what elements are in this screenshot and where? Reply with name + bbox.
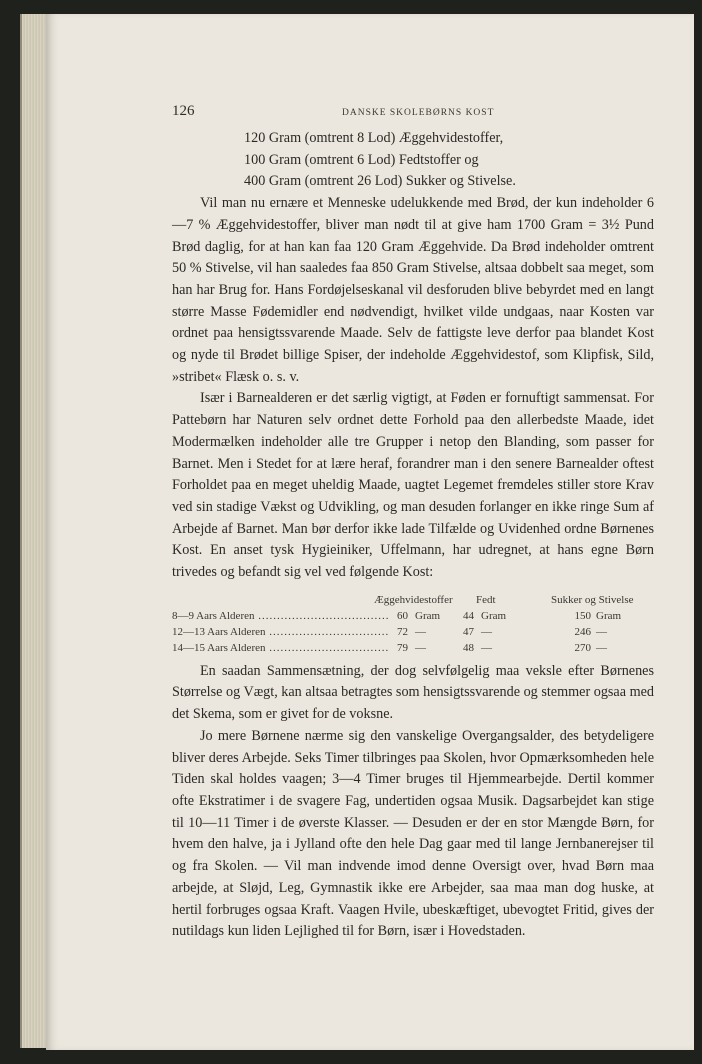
sugar-unit: — — [596, 625, 607, 638]
protein-unit: — — [415, 641, 426, 654]
sugar-value: 246 — [574, 625, 591, 638]
paragraph-composition: En saadan Sammensætning, der dog selvfølgelig maa veksle efter Børnenes Størrelse og Vægt, kan altsaa betragtes som hensigtssvarende og stemmer ogsaa med det Skema, som er givet for de voksne. — [172, 662, 655, 723]
requirement-line: 400 Gram (omtrent 26 Lod) Sukker og Stivelse. — [244, 173, 516, 190]
age-cell: 12—13 Aars Alderen ..... — [172, 624, 388, 640]
requirement-line: 120 Gram (omtrent 8 Lod) Æggehvidestoffer, — [244, 130, 504, 146]
sugar-unit: Gram — [596, 609, 622, 622]
sugar-value: 150 — [574, 609, 591, 622]
protein-value: 72 — [397, 625, 408, 638]
paragraph-workload: Jo mere Børnene nærme sig den vanskelige Overgangsalder, des betydeligere bliver deres Arbejde. Seks Timer tilbringes paa Skolen, hvor Opmærksomheden hele Tiden skal holdes vaagen; 3—4 Timer bruges til Hjemmearbejde. Dertil kommer ofte Ekstratimer i de svagere Fag, undertiden ogsaa Musik. Dagsarbejdet kan stige til 10—11 Timer i de øverste Klasser. — Desuden er der en stor Mængde Børn, for hvem den halve, ja i Jylland ofte den hele Dag gaar med til lange Jernbanerejser til og fra Skolen. — Vil man indvende imod denne Oversigt over, hvad Børn maa arbejde, at Sløjd, Leg, Gymnastik ikke ere Arbejder, saa maa man dog huske, at hertil forbruges ogsaa Kraft. Vaagen Hvile, ubeskæftiget, ubevogtet Fritid, gives der nutildags kun liden Lejlighed til for Børn, især i Hovedstaden. — [172, 727, 654, 940]
sugar-unit: — — [596, 641, 607, 654]
fat-unit: — — [481, 641, 492, 654]
protein-unit: Gram — [415, 609, 441, 622]
running-head — [172, 103, 692, 125]
age-cell: 8—9 Aars Alderen ..... — [172, 608, 388, 624]
table-row — [172, 608, 654, 624]
paragraph-childhood-diet: Især i Barnealderen er det særlig vigtigt, at Føden er fornuftigt sammensat. For Pattebørn har Naturen selv ordnet dette Forhold paa den allerbedste Maade, idet Modermælken indeholder alle tre Grupper i netop den Blanding, som passer for Barnet. Men i Stedet for at lære heraf, forandrer man i den senere Barnealder oftest Forholdet paa en meget uheldig Maade, uagtet Legemet fremdeles stiller store Krav ved sin stadige Vækst og Udvikling, og man desuden forlanger en ikke ringe Sum af Arbejde af Barnet. Man bør derfor ikke lade Tilfælde og Uvidenhed ordne Børnenes Kost. En anset tysk Hygieiniker, Uffelmann, har udregnet, at hans egne Børn trivedes og befandt sig vel ved følgende Kost: — [172, 390, 654, 581]
fat-value: 48 — [463, 641, 474, 654]
protein-value: 60 — [397, 609, 408, 622]
age-cell: 14—15 Aars Alderen ..... — [172, 640, 388, 656]
fat-unit: Gram — [481, 609, 507, 622]
header-protein: Æggehvidestoffer — [374, 593, 453, 606]
table-row — [172, 640, 654, 656]
nutrient-requirements-list — [172, 128, 654, 193]
protein-value: 79 — [397, 641, 408, 654]
fat-value: 47 — [463, 625, 474, 638]
header-sugar-starch: Sukker og Stivelse — [551, 593, 634, 606]
page-number: 126 — [172, 103, 195, 119]
text-block — [172, 128, 654, 943]
paragraph-bread-diet: Vil man nu ernære et Menneske udelukkende med Brød, der kun indeholder 6—7 % Æggehvidestoffer, bliver man nødt til at give ham 1700 Gram = 3½ Pund Brød daglig, for at han kan faa 120 Gram Æggehvide. Da Brød indeholder omtrent 50 % Stivelse, vil han saaledes faa 850 Gram Stivelse, altsaa dobbelt saa meget, som han har Brug for. Hans Fordøjelseskanal vil desforuden blive bebyrdet med en langt større Masse Fødemidler end nødvendigt, hvilket vilde undgaas, naar Kosten var ordnet paa hensigtssvarende Maade. Selv de fattigste leve derfor paa blandet Kost og nyde til Brødet billige Spiser, der indeholde Æggehvidestof, som Klipfisk, Sild, »stribet« Flæsk o. s. v. — [172, 195, 654, 385]
diet-table-header — [172, 592, 654, 608]
requirement-line: 100 Gram (omtrent 6 Lod) Fedtstoffer og — [244, 151, 479, 168]
running-title: DANSKE SKOLEBØRNS KOST — [342, 108, 495, 118]
sugar-value: 270 — [574, 641, 591, 654]
table-row — [172, 624, 654, 640]
protein-unit: — — [415, 625, 426, 638]
fat-unit: — — [481, 625, 492, 638]
header-fat: Fedt — [476, 593, 496, 606]
fat-value: 44 — [463, 609, 474, 622]
diet-table — [172, 592, 654, 656]
